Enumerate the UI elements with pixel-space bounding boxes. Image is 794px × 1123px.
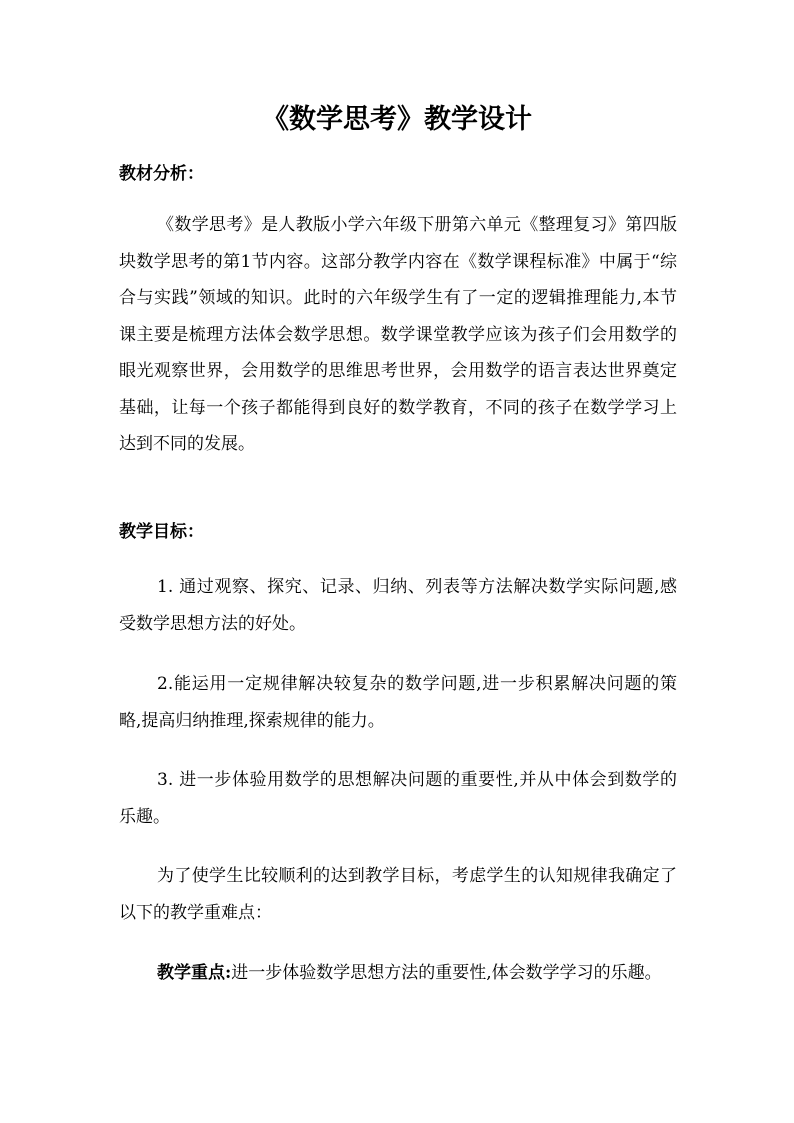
key-points-text: 进一步体验数学思想方法的重要性,体会数学学习的乐趣。 — [231, 963, 662, 983]
goals-heading: 教学目标： — [119, 522, 204, 542]
transition-paragraph: 为了使学生比较顺利的达到教学目标，考虑学生的认知规律我确定了以下的教学重难点： — [119, 866, 677, 923]
goal-item-3: 3. 进一步体验用数学的思想解决问题的重要性,并从中体会到数学的乐趣。 — [119, 770, 677, 827]
goal-item-1: 1. 通过观察、探究、记录、归纳、列表等方法解决数学实际问题,感受数学思想方法的好处。 — [119, 577, 677, 634]
goal-item-2: 2.能运用一定规律解决较复杂的数学问题,进一步积累解决问题的策略,提高归纳推理,探索规律的能力。 — [119, 674, 677, 731]
key-points-paragraph — [119, 955, 677, 992]
document-title: 《数学思考》教学设计 — [262, 104, 532, 135]
key-points-label: 教学重点: — [157, 963, 232, 983]
analysis-paragraph: 《数学思考》是人教版小学六年级下册第六单元《整理复习》第四版块数学思考的第1节内容。这部分教学内容在《数学课程标准》中属于“综合与实践”领域的知识。此时的六年级学生有了一定的逻辑推理能力,本节课主要是梳理方法体会数学思想。数学课堂教学应该为孩子们会用数学的眼光观察世界，会用数学的思维思考世界，会用数学的语言表达世界奠定基础，让每一个孩子都能得到良好的数学教育，不同的孩子在数学学习上达到不同的发展。 — [119, 215, 677, 454]
analysis-heading: 教材分析： — [119, 164, 204, 184]
